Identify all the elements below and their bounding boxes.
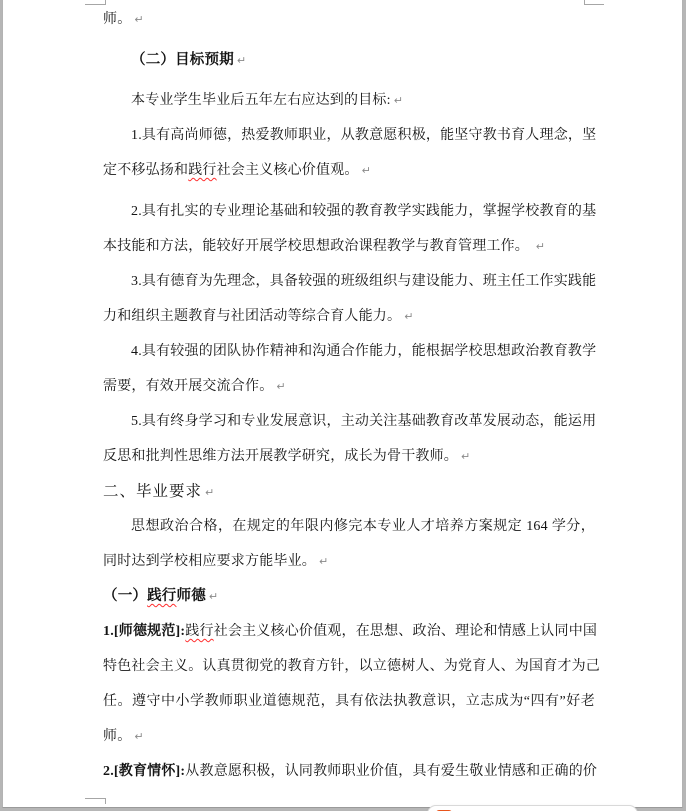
text-segment: 反思和批判性思维方法开展教学研究，成长为骨干教师。 [103, 449, 458, 464]
document-page [2, 0, 683, 808]
p-ethics-standards [103, 614, 600, 754]
paragraph-mark: ↵ [134, 730, 144, 743]
p-goal-3 [103, 264, 595, 334]
spellcheck-flagged-text: 践行 [185, 624, 214, 639]
p-goal-1 [103, 118, 595, 188]
text-segment: 本技能和方法，能较好开展学校思想政治课程教学与教育管理工作。 [103, 239, 533, 254]
text-line[interactable] [103, 83, 595, 118]
p-goal-2 [103, 194, 595, 264]
text-segment: 任。遵守中小学教师职业道德规范，具有依法执教意识，立志成为“四有”好老 [103, 694, 595, 709]
text-segment: 同时达到学校相应要求方能毕业。 [103, 554, 316, 569]
text-segment: 特色社会主义。认真贯彻党的教育方针，以立德树人、为党育人、为国育才为己 [103, 659, 600, 674]
text-line[interactable] [103, 194, 595, 229]
text-line[interactable] [103, 299, 595, 334]
document-text-area[interactable] [103, 2, 600, 789]
paragraph-mark: ↵ [361, 164, 372, 177]
h-graduation-requirements [103, 474, 595, 509]
text-line[interactable] [103, 474, 595, 509]
text-segment: 4.具有较强的团队协作精神和沟通合作能力，能根据学校思想政治教育教学 [131, 344, 597, 359]
text-segment: （二）目标预期 [131, 52, 234, 68]
text-line[interactable] [103, 719, 595, 754]
paragraph-mark: ↵ [393, 94, 404, 107]
p-goal-5 [103, 404, 595, 474]
text-segment: 从教意愿积极，认同教师职业价值，具有爱生敬业情感和正确的价 [185, 764, 598, 779]
paragraph-mark: ↵ [319, 555, 329, 568]
text-segment: 2.具有扎实的专业理论基础和较强的教育教学实践能力，掌握学校教育的基 [131, 204, 597, 219]
text-line[interactable] [103, 649, 600, 684]
margin-crop-mark-bottom-left-horizontal [85, 798, 106, 799]
text-line[interactable] [103, 579, 595, 614]
p-goal-4 [103, 334, 595, 404]
text-line[interactable] [103, 43, 595, 78]
text-segment: 师。 [103, 12, 132, 27]
p-education-sentiment [103, 754, 598, 789]
text-line[interactable] [103, 264, 595, 299]
paragraph-mark: ↵ [404, 310, 414, 323]
text-segment: 3.具有德育为先理念，具备较强的班级组织与建设能力、班主任工作实践能 [131, 274, 597, 289]
text-line[interactable] [103, 404, 595, 439]
text-line[interactable] [103, 2, 595, 37]
text-line[interactable] [103, 614, 598, 649]
floating-toolbar-popup[interactable] [427, 805, 638, 811]
text-segment: 思想政治合格，在规定的年限内修完本专业人才培养方案规定 164 学分， [131, 519, 595, 534]
spellcheck-flagged-text: 践行 [147, 588, 177, 604]
text-segment: 本专业学生毕业后五年左右应达到的目标: [131, 93, 391, 108]
paragraph-mark: ↵ [134, 13, 144, 26]
paragraph-mark: ↵ [461, 450, 471, 463]
text-segment: 定不移弘扬和 [103, 163, 189, 178]
text-segment: 需要，有效开展交流合作。 [103, 379, 274, 394]
text-segment: 1.[师德规范]: [103, 624, 186, 639]
text-segment: 师。 [103, 729, 132, 744]
text-line[interactable] [103, 153, 595, 188]
text-line[interactable] [103, 369, 595, 404]
paragraph-mark: ↵ [236, 54, 247, 67]
p-continued-from-previous-page [103, 2, 595, 37]
text-segment: 社会主义核心价值观。 [216, 163, 359, 178]
text-segment: （一） [103, 588, 148, 604]
text-segment: 二、毕业要求 [103, 483, 203, 500]
text-line[interactable] [103, 684, 595, 719]
text-segment: 社会主义核心价值观，在思想、政治、理论和情感上认同中国 [213, 624, 598, 639]
text-line[interactable] [103, 544, 595, 579]
text-line[interactable] [103, 509, 595, 544]
p-graduation-credits [103, 509, 595, 579]
text-line[interactable] [103, 118, 595, 153]
h-practice-teacher-ethics [103, 579, 595, 614]
text-segment: 2.[教育情怀]: [103, 764, 186, 779]
text-line[interactable] [103, 229, 595, 264]
spellcheck-flagged-text: 践行 [188, 163, 217, 178]
paragraph-mark: ↵ [205, 486, 216, 499]
paragraph-mark: ↵ [276, 380, 286, 393]
p-goal-intro [103, 83, 595, 118]
text-segment: 力和组织主题教育与社团活动等综合育人能力。 [103, 309, 402, 324]
text-segment: 师德 [176, 588, 206, 604]
text-line[interactable] [103, 334, 595, 369]
text-line[interactable] [103, 439, 595, 474]
paragraph-mark: ↵ [208, 590, 219, 603]
text-segment: 5.具有终身学习和专业发展意识，主动关注基础教育改革发展动态，能运用 [131, 414, 597, 429]
text-line[interactable] [103, 754, 598, 789]
paragraph-mark: ↵ [535, 240, 546, 253]
text-segment: 1.具有高尚师德，热爱教师职业，从教意愿积极，能坚守教书育人理念，坚 [131, 128, 597, 143]
h-goal-expectation [103, 43, 595, 78]
margin-crop-mark-bottom-left-vertical [105, 798, 106, 804]
